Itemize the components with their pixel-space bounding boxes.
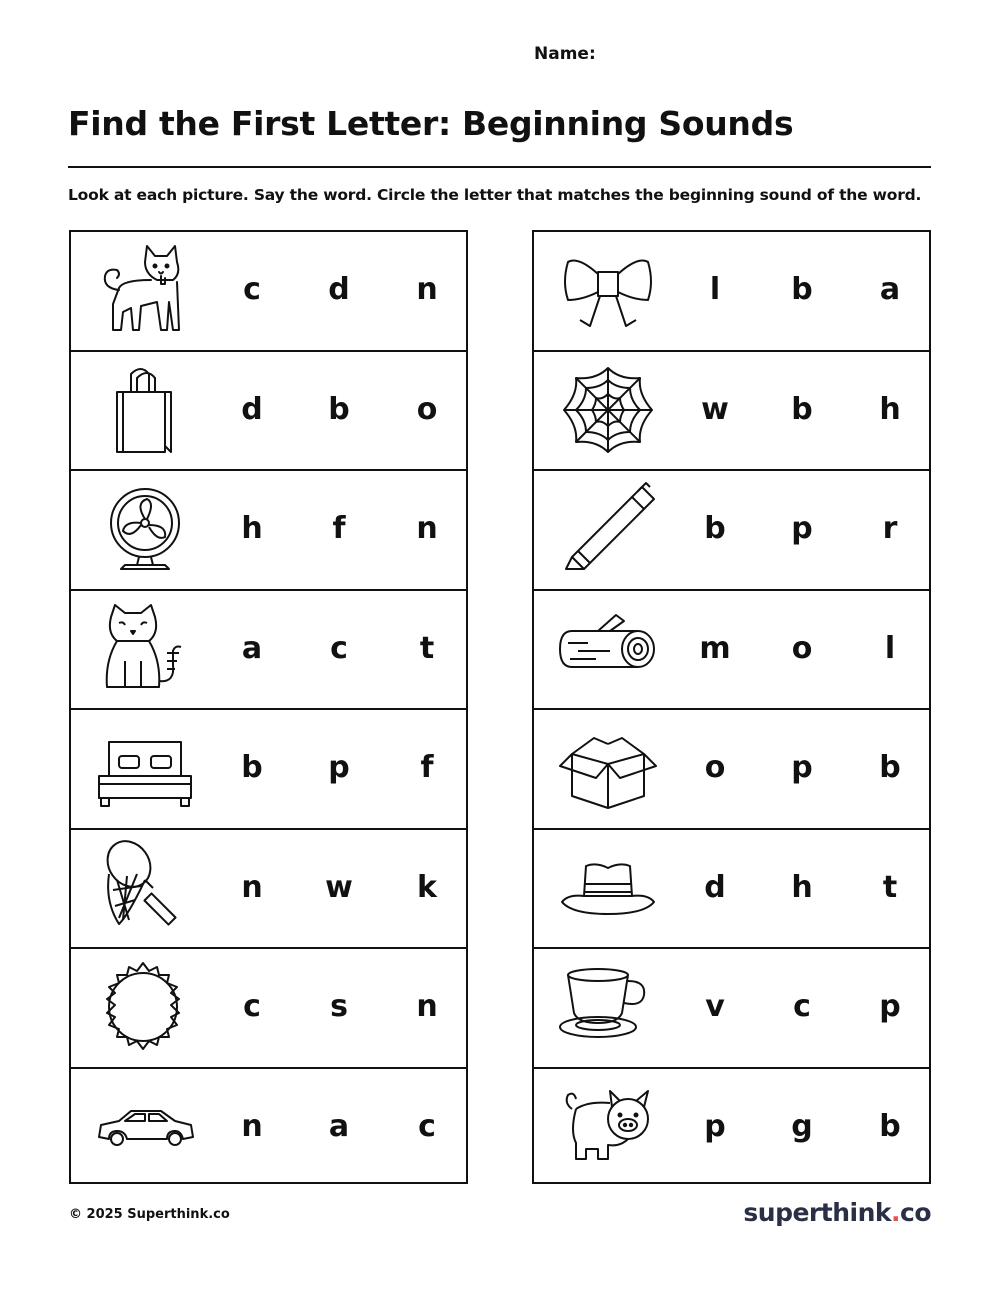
box-icon — [558, 720, 658, 816]
letter-option[interactable]: o — [704, 750, 726, 785]
worksheet-row — [534, 471, 929, 591]
pen-icon — [558, 481, 658, 577]
log-icon — [558, 601, 658, 697]
worksheet-row — [534, 1069, 929, 1189]
worksheet-row — [71, 949, 466, 1069]
letter-option[interactable]: n — [416, 989, 438, 1024]
web-icon — [558, 362, 658, 458]
fan-icon — [95, 481, 195, 577]
letter-option[interactable]: n — [241, 869, 263, 905]
letter-option[interactable]: r — [882, 511, 898, 546]
letter-option[interactable]: l — [709, 272, 721, 307]
bow-icon — [558, 242, 658, 338]
letter-option[interactable]: n — [416, 511, 438, 546]
worksheet-row — [71, 830, 466, 950]
letter-option[interactable]: f — [332, 511, 346, 546]
letter-option[interactable]: p — [791, 511, 813, 546]
letter-option[interactable]: c — [793, 989, 811, 1024]
letter-option[interactable]: c — [418, 1108, 436, 1144]
pig-icon — [558, 1079, 658, 1175]
worksheet-row — [71, 1069, 466, 1189]
letter-option[interactable]: t — [419, 630, 435, 666]
letter-option[interactable]: b — [241, 750, 263, 785]
letter-option[interactable]: b — [328, 391, 350, 427]
worksheet-row — [71, 232, 466, 352]
instructions: Look at each picture. Say the word. Circle the letter that matches the beginning sound of the word. — [68, 186, 922, 204]
brand-logo — [743, 1198, 931, 1227]
letter-option[interactable]: k — [417, 869, 437, 905]
dog-icon — [95, 242, 195, 338]
letter-option[interactable]: h — [791, 869, 813, 905]
letter-option[interactable]: h — [879, 391, 901, 427]
letter-option[interactable]: w — [325, 869, 353, 905]
letter-option[interactable]: d — [704, 869, 726, 905]
letter-option[interactable]: b — [791, 391, 813, 427]
letter-option[interactable]: o — [791, 630, 813, 666]
right-column — [532, 230, 931, 1184]
letter-option[interactable]: d — [328, 272, 350, 307]
letter-option[interactable]: c — [330, 630, 348, 666]
letter-option[interactable]: g — [791, 1108, 813, 1144]
bag-icon — [95, 362, 195, 458]
letter-option[interactable]: w — [701, 391, 729, 427]
title-divider — [68, 166, 931, 168]
letter-option[interactable]: h — [241, 511, 263, 546]
brand-name: superthink — [743, 1198, 891, 1227]
worksheet-row — [534, 352, 929, 472]
worksheet-row — [534, 710, 929, 830]
page-title: Find the First Letter: Beginning Sounds — [68, 104, 794, 143]
letter-option[interactable]: p — [879, 989, 901, 1024]
letter-option[interactable]: a — [241, 630, 263, 666]
letter-option[interactable]: n — [416, 272, 438, 307]
worksheet-row — [71, 471, 466, 591]
copyright-notice: © 2025 Superthink.co — [69, 1207, 230, 1222]
sun-icon — [95, 959, 195, 1055]
worksheet-row — [534, 232, 929, 352]
left-column — [69, 230, 468, 1184]
letter-option[interactable]: b — [879, 750, 901, 785]
letter-option[interactable]: d — [241, 391, 263, 427]
letter-option[interactable]: v — [705, 989, 725, 1024]
letter-option[interactable]: f — [420, 750, 434, 785]
worksheet-row — [534, 949, 929, 1069]
letter-option[interactable]: c — [243, 989, 261, 1024]
letter-option[interactable]: a — [328, 1108, 350, 1144]
cat-icon — [95, 601, 195, 697]
letter-option[interactable]: b — [704, 511, 726, 546]
letter-option[interactable]: p — [328, 750, 350, 785]
worksheet-row — [534, 830, 929, 950]
net-icon — [95, 840, 195, 936]
worksheet-row — [71, 710, 466, 830]
brand-dot: . — [891, 1198, 900, 1227]
letter-option[interactable]: a — [879, 272, 901, 307]
letter-option[interactable]: l — [884, 630, 896, 666]
letter-option[interactable]: n — [241, 1108, 263, 1144]
hat-icon — [558, 840, 658, 936]
letter-option[interactable]: o — [416, 391, 438, 427]
worksheet-row — [71, 591, 466, 711]
letter-option[interactable]: b — [791, 272, 813, 307]
letter-option[interactable]: b — [879, 1108, 901, 1144]
letter-option[interactable]: s — [330, 989, 348, 1024]
letter-option[interactable]: t — [882, 869, 898, 905]
name-label: Name: — [534, 44, 596, 64]
worksheet-row — [71, 352, 466, 472]
worksheet-row — [534, 591, 929, 711]
letter-option[interactable]: m — [699, 630, 731, 666]
letter-option[interactable]: c — [243, 272, 261, 307]
cup-icon — [558, 959, 658, 1055]
brand-tld: co — [900, 1198, 931, 1227]
bed-icon — [95, 720, 195, 816]
car-icon — [95, 1079, 195, 1175]
letter-option[interactable]: p — [704, 1108, 726, 1144]
letter-option[interactable]: p — [791, 750, 813, 785]
